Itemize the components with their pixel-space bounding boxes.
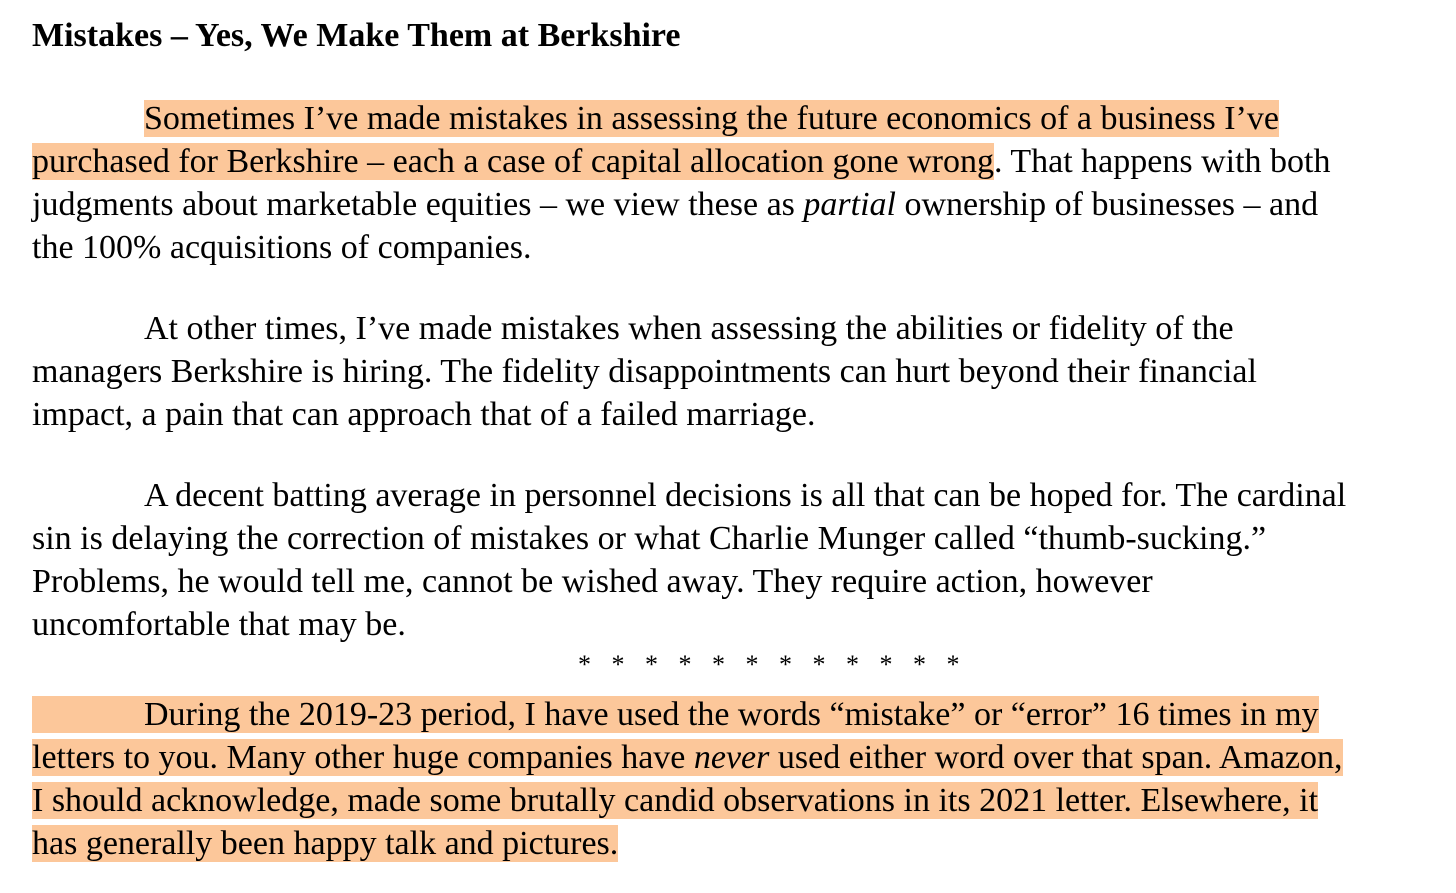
section-separator: * * * * * * * * * * * * <box>578 650 967 679</box>
text: A decent batting average in personnel decisions is all that can be hoped for. The cardinal <box>144 477 1347 514</box>
highlight: I should acknowledge, made some brutally candid observations in its 2021 letter. Elsewhere, it <box>32 782 1319 819</box>
italic-text: partial <box>803 186 896 223</box>
paragraph-3-line-2: sin is delaying the correction of mistakes or what Charlie Munger called “thumb-sucking.” <box>32 520 1267 557</box>
section-heading: Mistakes – Yes, We Make Them at Berkshire <box>32 17 681 54</box>
paragraph-2-line-1 <box>32 307 1234 350</box>
paragraph-4-line-3 <box>32 779 1318 822</box>
paragraph-2-line-3: impact, a pain that can approach that of a failed marriage. <box>32 396 816 433</box>
paragraph-1-line-1 <box>32 97 1279 140</box>
italic-text: never <box>693 739 770 776</box>
highlight: Sometimes I’ve made mistakes in assessing the future economics of a business I’ve <box>144 100 1279 137</box>
paragraph-3-line-4: uncomfortable that may be. <box>32 606 406 643</box>
paragraph-2-line-2: managers Berkshire is hiring. The fidelity disappointments can hurt beyond their financial <box>32 353 1257 390</box>
text: At other times, I’ve made mistakes when assessing the abilities or fidelity of the <box>144 310 1234 347</box>
text: used either word over that span. Amazon, <box>769 739 1343 776</box>
highlight: During the 2019-23 period, I have used the words “mistake” or “error” 16 times in my <box>144 696 1319 733</box>
highlight: has generally been happy talk and pictures. <box>32 825 619 862</box>
paragraph-4-line-4 <box>32 822 618 865</box>
text: judgments about marketable equities – we view these as <box>32 186 804 223</box>
paragraph-3-line-3: Problems, he would tell me, cannot be wished away. They require action, however <box>32 563 1153 600</box>
text: . That happens with both <box>993 143 1331 180</box>
highlight <box>32 696 144 733</box>
paragraph-4-line-1 <box>32 693 1319 736</box>
highlight: purchased for Berkshire – each a case of capital allocation gone wrong <box>32 143 994 180</box>
paragraph-4-line-2 <box>32 736 1343 779</box>
paragraph-3-line-1 <box>32 474 1346 517</box>
paragraph-1-line-3 <box>32 183 1318 226</box>
highlight <box>32 739 1343 776</box>
text: ownership of businesses – and <box>895 186 1319 223</box>
text: letters to you. Many other huge companies have <box>32 739 694 776</box>
paragraph-1-line-4: the 100% acquisitions of companies. <box>32 229 532 266</box>
paragraph-1-line-2 <box>32 140 1330 183</box>
